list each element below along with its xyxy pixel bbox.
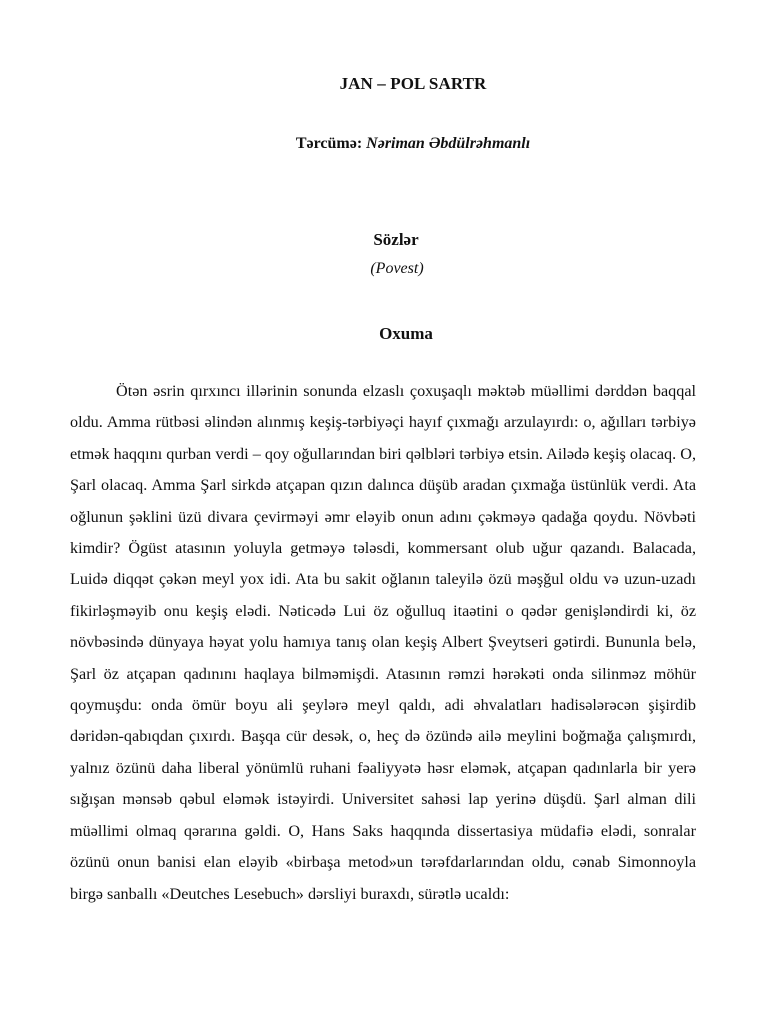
genre-subtitle: (Povest) <box>370 260 424 277</box>
body-paragraph: Ötən əsrin qırxıncı illərinin sonunda elzaslı çoxuşaqlı məktəb müəllimi dərddən baqqal oldu. Amma rütbəsi əlindən alınmış keşiş-tərbiyəçi hayıf çıxmağı arzulayırdı: o, ağılları tərbiyə etmək haqqını qurban verdi – qoy oğullarından biri qəlbləri tərbiyə etsin. Ailədə keşiş olacaq. O, Şarl olacaq. Amma Şarl sirkdə atçapan qızın dalınca düşüb aradan çıxmağa üstünlük verdi. Ata oğlunun şəklini üzü divara çevirməyi əmr eləyib onun adını çəkməyə qadağa qoydu. Növbəti kimdir? Ögüst atasının yoluyla getməyə tələsdi, kommersant olub uğur qazandı. Balacada, Luidə diqqət çəkən meyl yox idi. Ata bu sakit oğlanın taleyilə özü məşğul oldu və uzun-uzadı fikirləşməyib onu keşiş elədi. Nəticədə Lui öz oğulluq itaətini o qədər genişləndirdi ki, öz növbəsində dünyaya həyat yolu hamıya tanış olan keşiş Albert Şveytseri gətirdi. Bununla belə, Şarl öz atçapan qadınını haqlaya bilməmişdi. Atasının rəmzi hərəkəti onda silinməz möhür qoymuşdu: onda ömür boyu ali şeylərə meyl qaldı, adi əhvalatları hadisələrəcən şişirdib dəridən-qabıqdan çıxırdı. Başqa cür desək, o, heç də özündə ailə meylini boğmağa çalışmırdı, yalnız özünü daha liberal yönümlü ruhani fəaliyyətə həsr eləmək, atçapan qadınlarla bir yerə sığışan mənsəb qəbul eləmək istəyirdi. Universitet sahəsi lap yerinə düşdü. Şarl alman dili müəllimi olmaq qərarına gəldi. O, Hans Saks haqqında dissertasiya müdafiə elədi, sonralar özünü onun banisi elan eləyib «birbaşa metod»un tərəfdarlarından oldu, cənab Simonnoyla birgə sanballı «Deutches Lesebuch» dərsliyi buraxdı, sürətlə ucaldı: <box>70 382 696 903</box>
translator-name: Nəriman Əbdülrəhmanlı <box>366 135 531 152</box>
section-heading: Oxuma <box>379 324 433 343</box>
author-heading: JAN – POL SARTR <box>339 74 487 93</box>
translation-label: Tərcümə: <box>295 135 363 152</box>
work-title: Sözlər <box>373 230 419 249</box>
translator-line <box>0 135 768 153</box>
